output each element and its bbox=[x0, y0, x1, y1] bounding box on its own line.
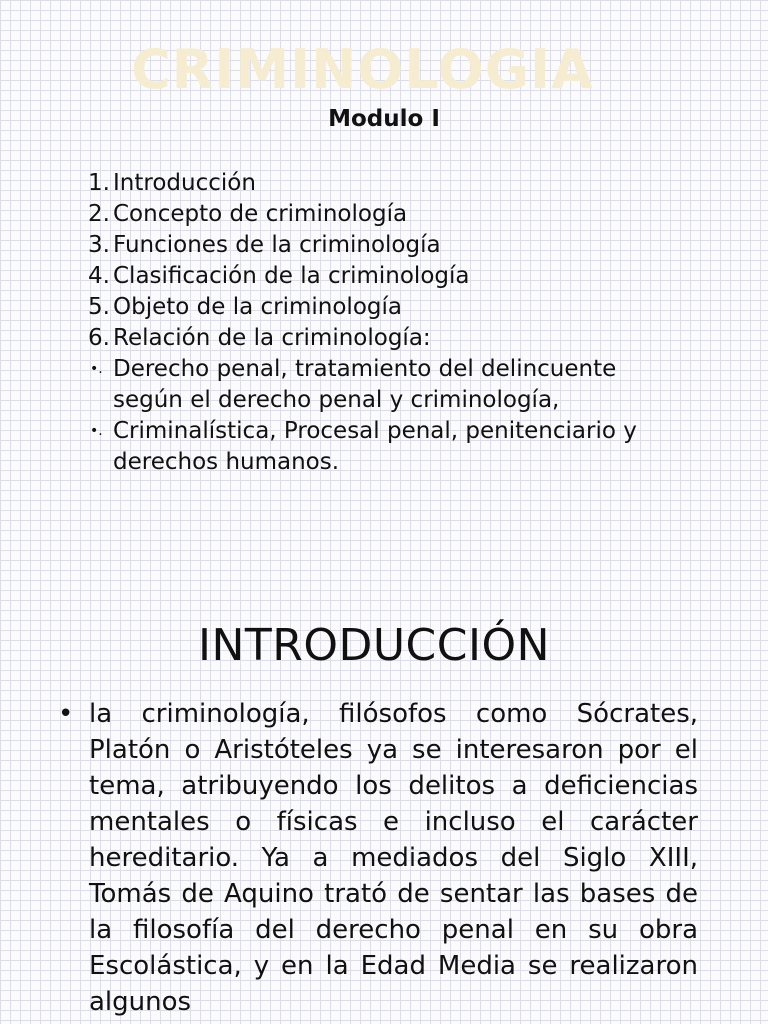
slide-title-criminologia: CRIMINOLOGIA bbox=[131, 38, 594, 101]
section-heading: INTRODUCCIÓN bbox=[197, 620, 551, 671]
bullet-icon: •. bbox=[90, 423, 103, 439]
outline-text: Concepto de criminología bbox=[113, 201, 408, 227]
outline-subitem-text: Derecho penal, tratamiento del delincuente según el derecho penal y criminología, bbox=[113, 356, 617, 413]
outline-text: Clasificación de la criminología bbox=[113, 263, 470, 289]
outline-text: Introducción bbox=[113, 170, 256, 196]
outline-number: 4. bbox=[88, 263, 110, 289]
outline-item bbox=[88, 261, 688, 292]
module-title: Modulo I bbox=[328, 106, 440, 132]
outline-item bbox=[88, 230, 688, 261]
bullet-icon: • bbox=[58, 699, 74, 729]
outline-subitem bbox=[88, 354, 688, 416]
paragraph-text: la criminología, filósofos como Sócrates, Platón o Aristóteles ya se interesaron por el tema, atribuyendo los delitos a deficiencias mentales o físicas e incluso el carácter hereditario. Ya a mediados del Siglo XIII, Tomás de Aquino trató de sentar las bases de la filosofía del derecho penal en su obra Escolástica, y en la Edad Media se realizaron algunos bbox=[89, 699, 698, 1017]
slide-introduccion bbox=[0, 512, 768, 1024]
outline-text: Objeto de la criminología bbox=[113, 294, 402, 320]
outline-number: 2. bbox=[88, 201, 110, 227]
outline-number: 1. bbox=[88, 170, 110, 196]
outline-text: Relación de la criminología: bbox=[113, 325, 431, 351]
outline-subitem bbox=[88, 416, 688, 478]
outline-item bbox=[88, 199, 688, 230]
outline-item bbox=[88, 292, 688, 323]
outline-number: 6. bbox=[88, 325, 110, 351]
outline-item bbox=[88, 168, 688, 199]
bullet-paragraph bbox=[58, 696, 698, 1020]
outline-number: 3. bbox=[88, 232, 110, 258]
outline-number: 5. bbox=[88, 294, 110, 320]
topic-outline-list bbox=[88, 168, 688, 478]
outline-subitem-text: Criminalística, Procesal penal, penitenciario y derechos humanos. bbox=[113, 418, 637, 475]
bullet-icon: •. bbox=[90, 361, 103, 377]
outline-item bbox=[88, 323, 688, 354]
outline-text: Funciones de la criminología bbox=[113, 232, 441, 258]
